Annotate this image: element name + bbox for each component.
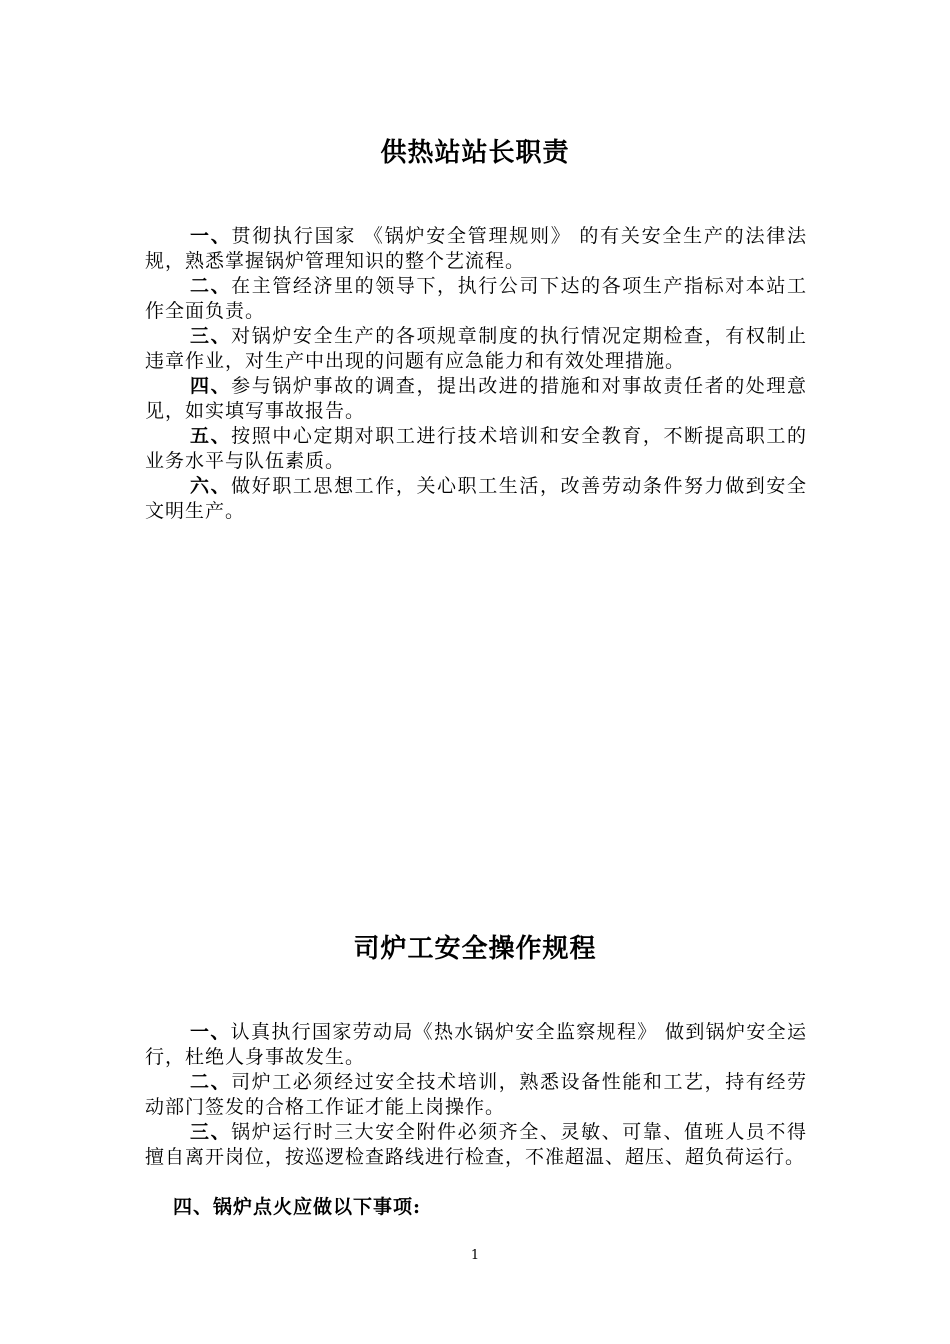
section2-title: 司炉工安全操作规程: [353, 934, 597, 964]
item-number: 三、: [190, 1121, 232, 1143]
item-number: 四、: [190, 375, 232, 397]
section2-item-2: [145, 1070, 807, 1120]
item-text: 认真执行国家劳动局《热水锅炉安全监察规程》 做到锅炉安全运行，杜绝人身事故发生。: [145, 1021, 807, 1068]
section2-subheading: 四、锅炉点火应做以下事项:: [173, 1196, 422, 1218]
item-number: 二、: [190, 1071, 232, 1093]
item-number: 六、: [190, 475, 232, 497]
item-number: 五、: [190, 425, 232, 447]
item-number: 一、: [190, 225, 232, 247]
section1-item-6: [145, 474, 807, 524]
item-text: 贯彻执行国家 《锅炉安全管理规则》 的有关安全生产的法律法规，熟悉掌握锅炉管理知识的整个艺流程。: [145, 225, 807, 272]
section1-item-1: [145, 224, 807, 274]
item-text: 做好职工思想工作，关心职工生活，改善劳动条件努力做到安全文明生产。: [145, 475, 807, 522]
section2-item-3: [145, 1120, 807, 1170]
item-number: 二、: [190, 275, 232, 297]
item-text: 对锅炉安全生产的各项规章制度的执行情况定期检查，有权制止违章作业，对生产中出现的问题有应急能力和有效处理措施。: [145, 325, 807, 372]
item-text: 司炉工必须经过安全技术培训，熟悉设备性能和工艺，持有经劳动部门签发的合格工作证才能上岗操作。: [145, 1071, 807, 1118]
section1-item-2: [145, 274, 807, 324]
section2-body: [145, 1020, 807, 1170]
item-number: 三、: [190, 325, 232, 347]
section1-item-5: [145, 424, 807, 474]
section2-item-1: [145, 1020, 807, 1070]
item-text: 参与锅炉事故的调查，提出改进的措施和对事故责任者的处理意见，如实填写事故报告。: [145, 375, 807, 422]
item-text: 按照中心定期对职工进行技术培训和安全教育，不断提高职工的业务水平与队伍素质。: [145, 425, 807, 472]
item-text: 锅炉运行时三大安全附件必须齐全、灵敏、可靠、值班人员不得擅自离开岗位，按巡逻检查路线进行检查，不准超温、超压、超负荷运行。: [145, 1121, 807, 1168]
item-number: 一、: [190, 1021, 231, 1043]
section1-item-3: [145, 324, 807, 374]
section1-item-4: [145, 374, 807, 424]
item-text: 在主管经济里的领导下，执行公司下达的各项生产指标对本站工作全面负责。: [145, 275, 807, 322]
section1-body: [145, 224, 807, 524]
section1-title: 供热站站长职责: [380, 138, 570, 168]
page-number: 1: [470, 1248, 480, 1263]
